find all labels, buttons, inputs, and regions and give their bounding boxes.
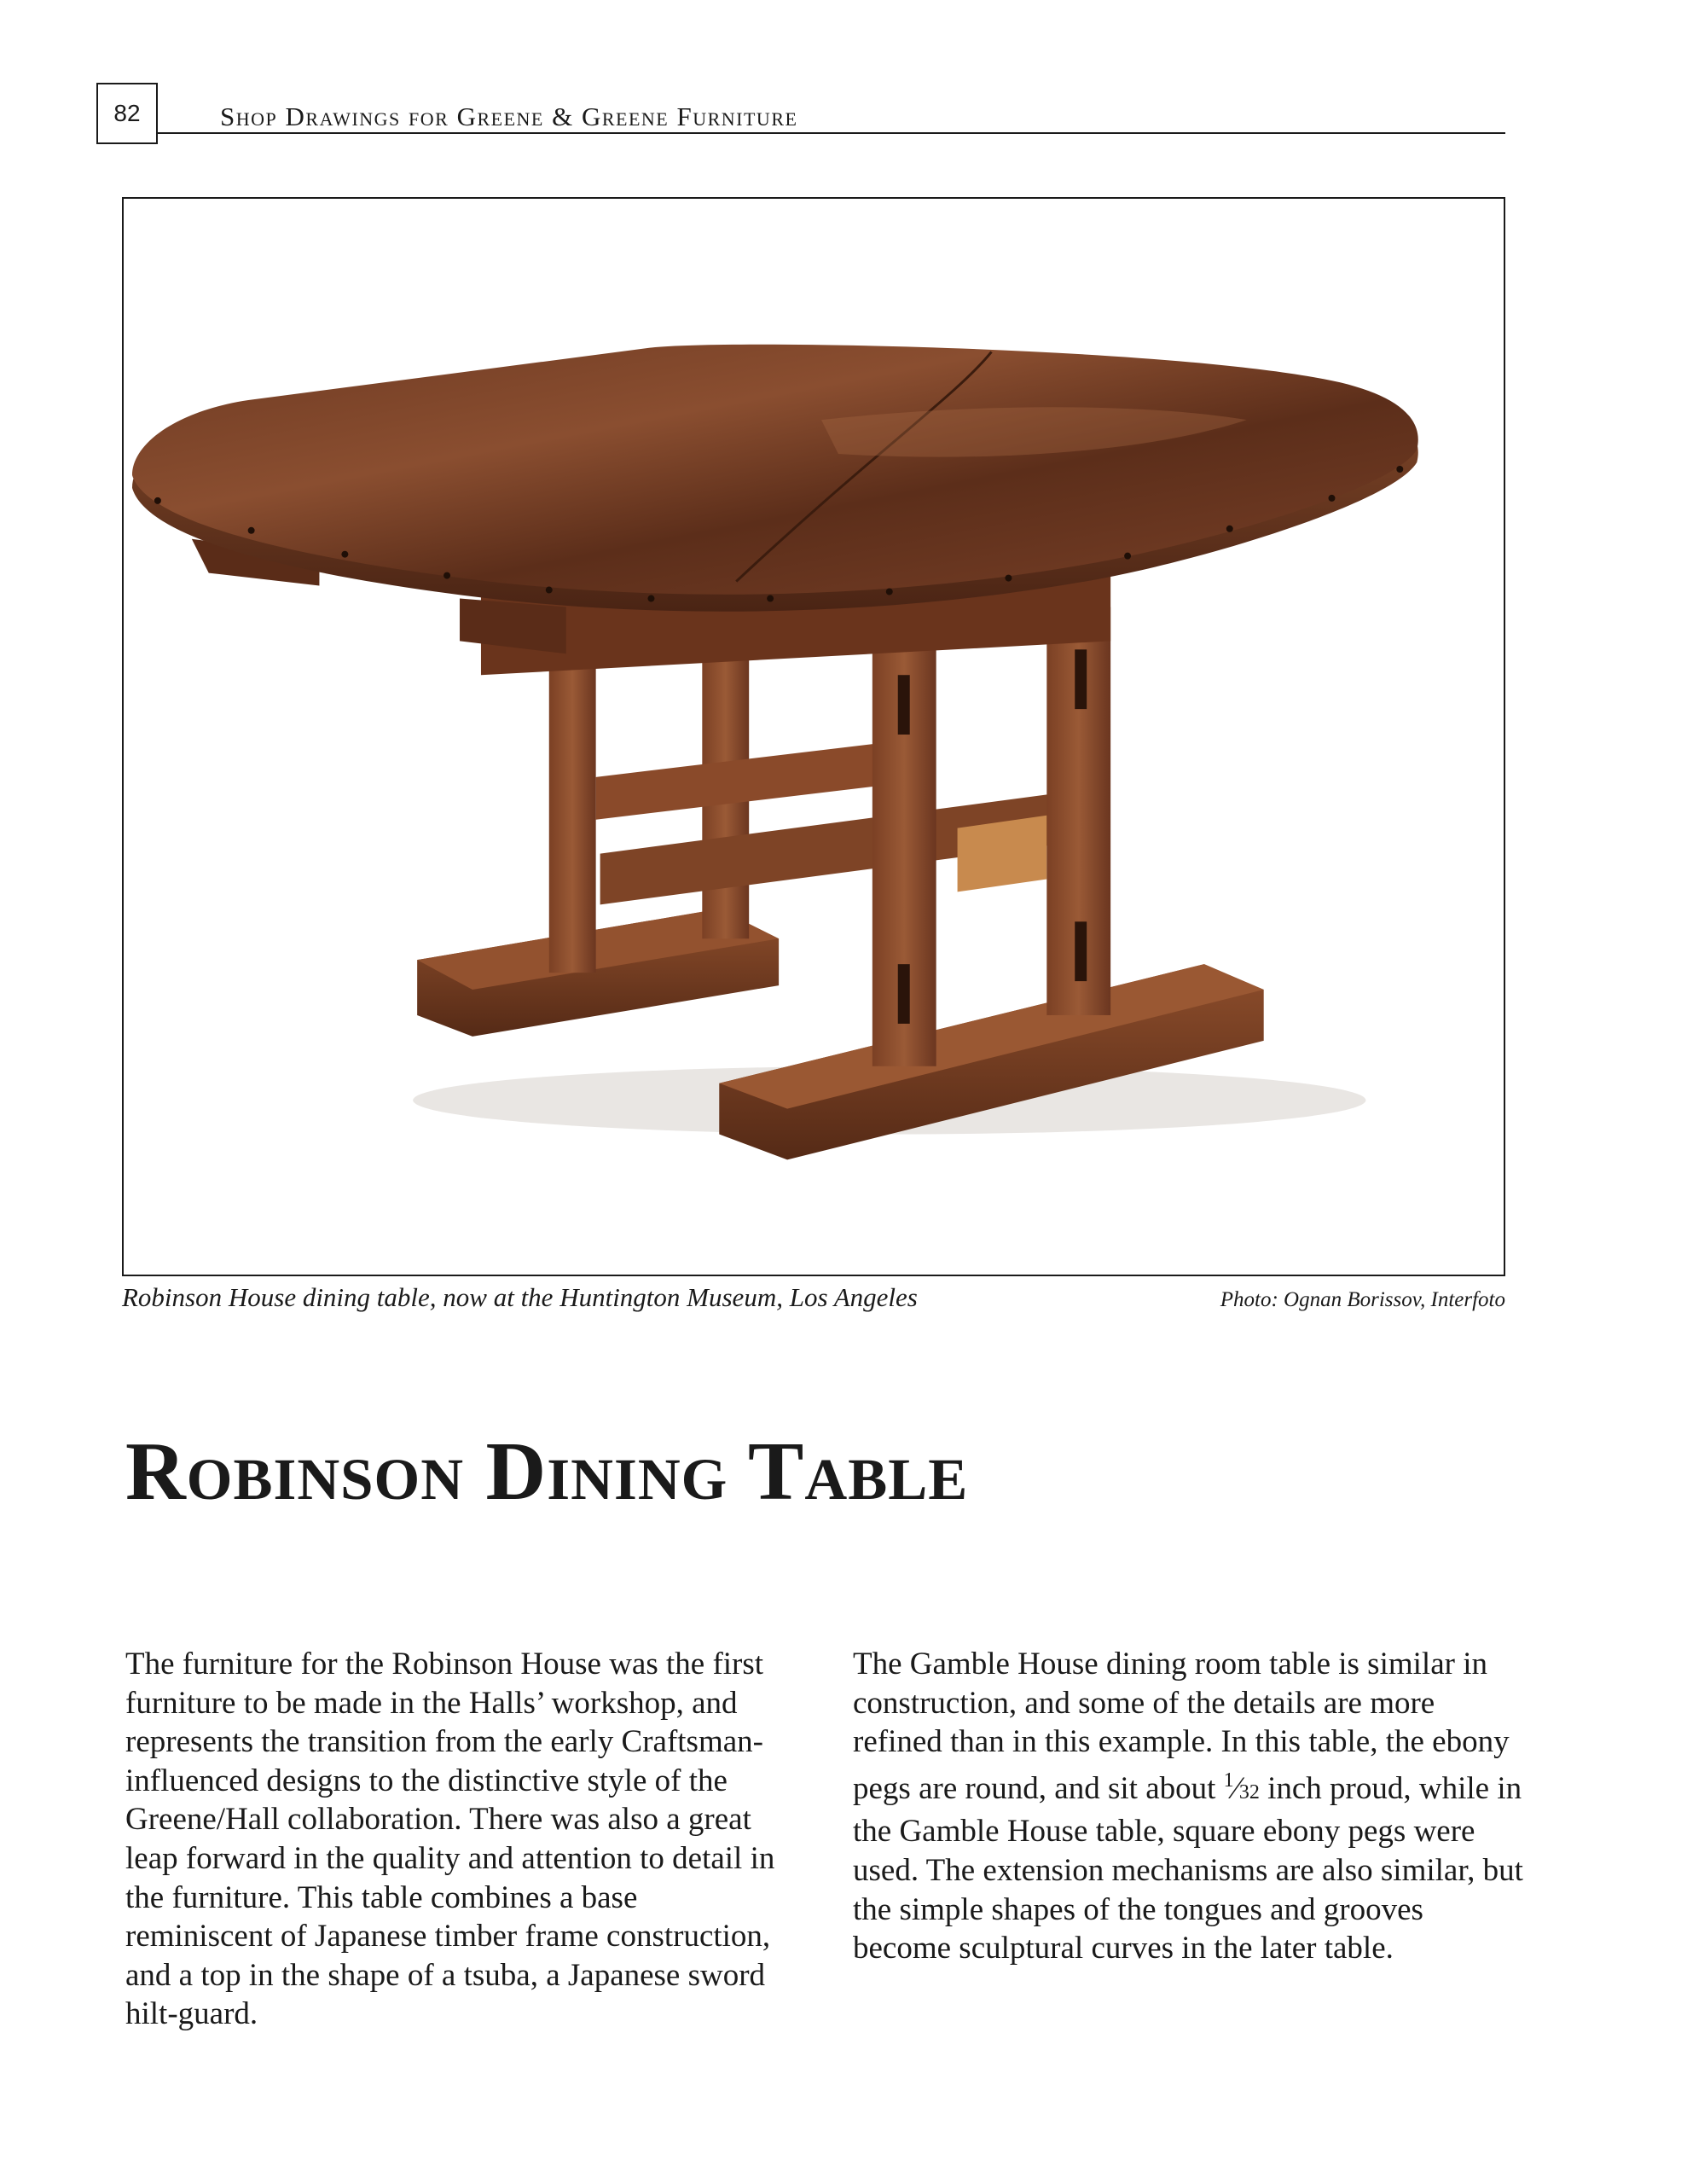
dining-table-photo [124,199,1504,1275]
ebony-peg [898,675,910,735]
article-title: Robinson Dining Table [125,1426,969,1518]
rear-left-leg [549,649,596,973]
page-number: 82 [96,83,158,144]
running-head-title: Shop Drawings for Greene & Greene Furniture [220,102,798,131]
figure-photo-frame [122,197,1505,1276]
fraction: $^1$⁄32 [1223,1769,1260,1806]
body-paragraph [853,1645,1527,1968]
ebony-peg [1075,649,1087,709]
figure-caption: Robinson House dining table, now at the Huntington Museum, Los Angeles [122,1282,918,1312]
light-stretcher-end [958,816,1047,892]
ebony-peg [1075,921,1087,981]
fraction-numerator: 1 [1223,1769,1234,1792]
body-paragraph: The furniture for the Robinson House was the first furniture to be made in the Halls’ workshop, and represents the transition from the early Craftsman-influenced designs to the distinctive style of the Greene/Hall collaboration. There was also a great leap forward in the quality and attention to detail in the furniture. This table combines a base reminiscent of Japanese timber frame construction, and a top in the shape of a tsuba, a Japanese sword hilt-guard. [125,1647,775,2032]
body-column-left [125,1645,782,2034]
text-run: The Gamble House dining room table is similar in construction, and some of the details are more refined than in this example. In this table, the ebony pegs are round, and sit about [853,1647,1510,1806]
breadboard-cleat [460,599,566,654]
photo-credit: Photo: Ognan Borissov, Interfoto [1220,1288,1505,1311]
text-run: inch proud, while in the Gamble House table, square ebony pegs were used. The extension mechanisms are also similar, but the simple shapes of the tongues and grooves become sculptural curves in the later table. [853,1770,1523,1966]
ebony-peg [898,964,910,1024]
body-column-right [853,1645,1527,1968]
fraction-denominator: 32 [1238,1780,1260,1804]
header-rule [158,132,1505,134]
